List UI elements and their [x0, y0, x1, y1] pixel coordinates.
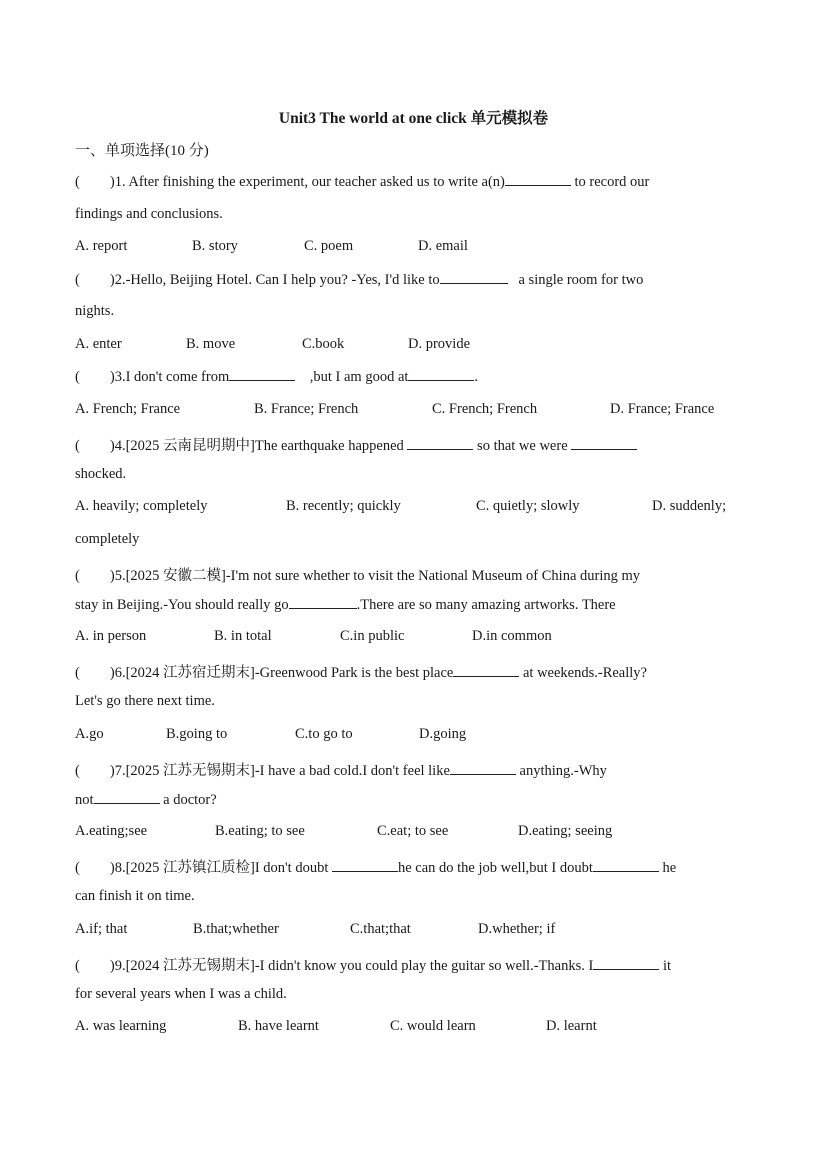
- option-c: C. poem: [304, 238, 354, 254]
- answer-blank[interactable]: [450, 762, 516, 775]
- question-1: ( )1. After finishing the experiment, our teacher asked us to write a(n) to record our: [75, 174, 650, 190]
- question-5-cont: stay in Beijing.-You should really go .There are so many amazing artworks. There: [75, 597, 616, 613]
- option-b: B.that;whether: [193, 921, 279, 937]
- answer-blank[interactable]: [505, 173, 571, 186]
- option-a: A. report: [75, 238, 128, 254]
- option-d: D.eating; seeing: [518, 823, 613, 839]
- option-b: B. move: [186, 336, 236, 352]
- question-1-cont: findings and conclusions.: [75, 206, 223, 222]
- question-8-cont: can finish it on time.: [75, 888, 195, 904]
- option-a: A.go: [75, 726, 104, 742]
- option-b: B. have learnt: [238, 1018, 319, 1034]
- section-heading: 一、单项选择(10 分): [75, 143, 209, 159]
- option-d: D.whether; if: [478, 921, 556, 937]
- answer-blank[interactable]: [453, 664, 519, 677]
- option-d: D. suddenly;: [652, 498, 727, 514]
- option-d: D. learnt: [546, 1018, 597, 1034]
- question-8: ( )8.[2025 江苏镇江质检]I don't doubt he can do the job well,but I doubt he: [75, 860, 677, 876]
- answer-blank[interactable]: [408, 368, 474, 381]
- page-title: Unit3 The world at one click 单元模拟卷: [278, 110, 549, 127]
- option-a: A.if; that: [75, 921, 128, 937]
- answer-blank[interactable]: [593, 859, 659, 872]
- option-c: C. would learn: [390, 1018, 476, 1034]
- answer-blank[interactable]: [593, 957, 659, 970]
- question-9: ( )9.[2024 江苏无锡期末]-I didn't know you could play the guitar so well.-Thanks. I it: [75, 958, 671, 974]
- option-b: B. story: [192, 238, 238, 254]
- option-a: A.eating;see: [75, 823, 148, 839]
- option-c: C.to go to: [295, 726, 353, 742]
- question-7: ( )7.[2025 江苏无锡期末]-I have a bad cold.I don't feel like anything.-Why: [75, 763, 607, 779]
- option-a: A. heavily; completely: [75, 498, 208, 514]
- option-d: D. email: [418, 238, 468, 254]
- question-9-cont: for several years when I was a child.: [75, 986, 287, 1002]
- option-d: D.going: [419, 726, 467, 742]
- answer-blank[interactable]: [440, 271, 508, 284]
- option-c: C.eat; to see: [377, 823, 449, 839]
- question-4: ( )4.[2025 云南昆明期中]The earthquake happened so that we were: [75, 434, 637, 455]
- option-b: B. recently; quickly: [286, 498, 401, 514]
- option-a: A. in person: [75, 628, 147, 644]
- answer-blank[interactable]: [407, 437, 473, 450]
- option-a: A. enter: [75, 336, 122, 352]
- option-c: C.in public: [340, 628, 405, 644]
- question-4-cont: shocked.: [75, 466, 127, 482]
- option-b: B. in total: [214, 628, 272, 644]
- option-c: C.that;that: [350, 921, 411, 937]
- option-a: A. French; France: [75, 401, 181, 417]
- question-7-cont: not a doctor?: [75, 792, 217, 808]
- option-a: A. was learning: [75, 1018, 167, 1034]
- answer-blank[interactable]: [571, 437, 637, 450]
- answer-blank[interactable]: [94, 791, 160, 804]
- option-b: B. France; French: [254, 401, 359, 417]
- question-5: ( )5.[2025 安徽二模]-I'm not sure whether to visit the National Museum of China during my: [75, 568, 641, 584]
- option-d: D. provide: [408, 336, 471, 352]
- option-c: C.book: [302, 336, 345, 352]
- option-b: B.eating; to see: [215, 823, 305, 839]
- question-6: ( )6.[2024 江苏宿迁期末]-Greenwood Park is the best place at weekends.-Really?: [75, 665, 647, 681]
- option-c: C. quietly; slowly: [476, 498, 580, 514]
- option-c: C. French; French: [432, 401, 538, 417]
- question-2: ( )2.-Hello, Beijing Hotel. Can I help you? -Yes, I'd like to a single room for two: [75, 272, 644, 288]
- question-3: ( )3.I don't come from ,but I am good at .: [75, 369, 479, 385]
- option-d: D.in common: [472, 628, 552, 644]
- question-2-cont: nights.: [75, 303, 115, 319]
- option-d-cont: completely: [75, 531, 140, 547]
- answer-blank[interactable]: [332, 859, 398, 872]
- option-b: B.going to: [166, 726, 228, 742]
- answer-blank[interactable]: [229, 368, 295, 381]
- answer-blank[interactable]: [289, 596, 357, 609]
- question-6-cont: Let's go there next time.: [75, 693, 215, 709]
- option-d: D. France; France: [610, 401, 715, 417]
